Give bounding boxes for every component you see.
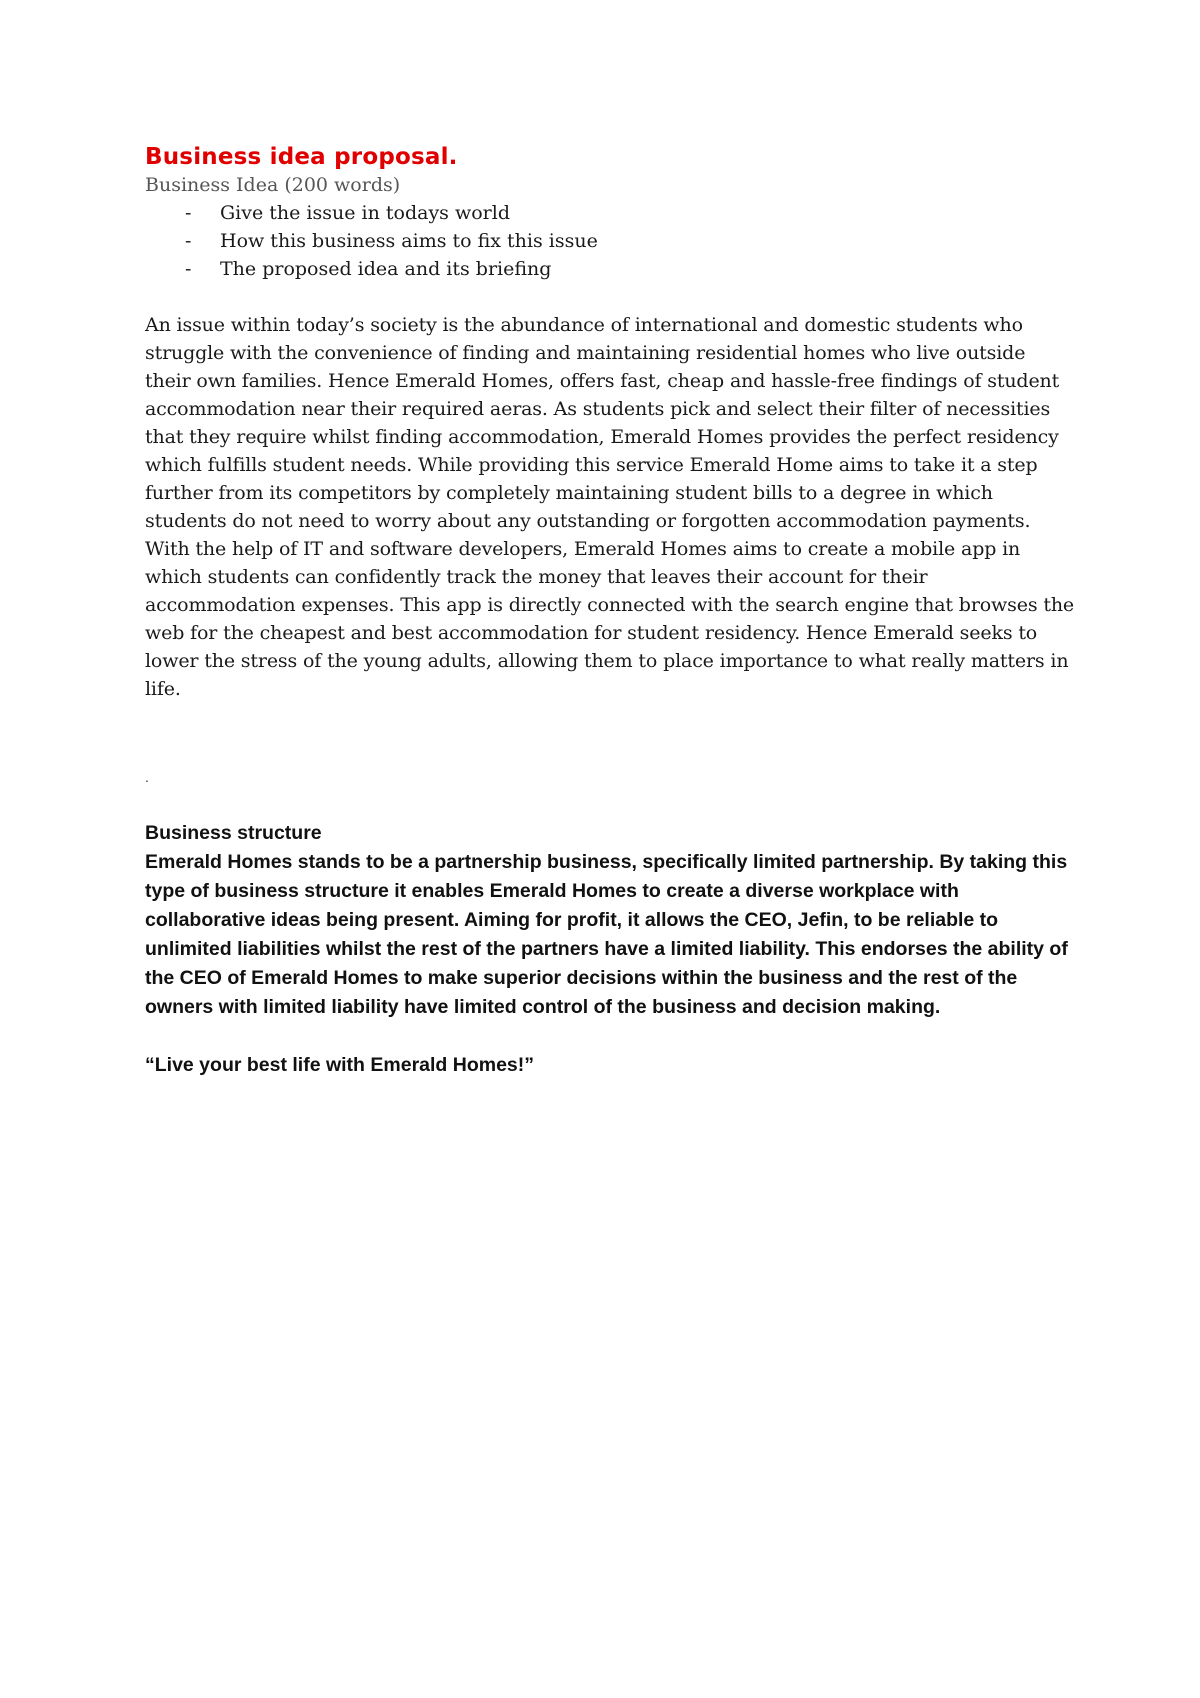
bullet-dash: - bbox=[185, 202, 192, 224]
bullet-text: How this business aims to fix this issue bbox=[220, 230, 598, 252]
structure-paragraph: Emerald Homes stands to be a partnership business, specifically limited partnership. By taking this type of business structure it enables Emerald Homes to create a diverse workplace with collaborative ideas being present. Aiming for profit, it allows the CEO, Jefin, to be reliable to unlimited liabilities whilst the rest of the partners have a limited liability. This endorses the ability of the CEO of Emerald Homes to make superior decisions within the business and the rest of the owners with limited liability have limited control of the business and decision making. bbox=[145, 851, 1068, 1018]
bullet-text: The proposed idea and its briefing bbox=[220, 258, 552, 280]
slogan-quote: “Live your best life with Emerald Homes!” bbox=[145, 1054, 535, 1076]
separator-dot: . bbox=[145, 769, 149, 785]
document-content bbox=[145, 143, 1075, 1080]
list-item bbox=[185, 255, 1075, 283]
list-item bbox=[185, 227, 1075, 255]
structure-heading: Business structure bbox=[145, 822, 322, 844]
document-title: Business idea proposal. bbox=[145, 144, 458, 170]
bullet-dash: - bbox=[185, 230, 192, 252]
bullet-text: Give the issue in todays world bbox=[220, 202, 510, 224]
bullet-dash: - bbox=[185, 258, 192, 280]
list-item bbox=[185, 199, 1075, 227]
bullet-list bbox=[145, 199, 1075, 283]
section-subtitle: Business Idea (200 words) bbox=[145, 174, 401, 196]
business-idea-paragraph: An issue within today’s society is the abundance of international and domestic students who struggle with the convenience of finding and maintaining residential homes who live outside their own families. Hence Emerald Homes, offers fast, cheap and hassle-free findings of student accommodation near their required aeras. As students pick and select their filter of necessities that they require whilst finding accommodation, Emerald Homes provides the perfect residency which fulfills student needs. While providing this service Emerald Home aims to take it a step further from its competitors by completely maintaining student bills to a degree in which students do not need to worry about any outstanding or forgotten accommodation payments. With the help of IT and software developers, Emerald Homes aims to create a mobile app in which students can confidently track the money that leaves their account for their accommodation expenses. This app is directly connected with the search engine that browses the web for the cheapest and best accommodation for student residency. Hence Emerald seeks to lower the stress of the young adults, allowing them to place importance to what really matters in life. bbox=[145, 314, 1075, 700]
